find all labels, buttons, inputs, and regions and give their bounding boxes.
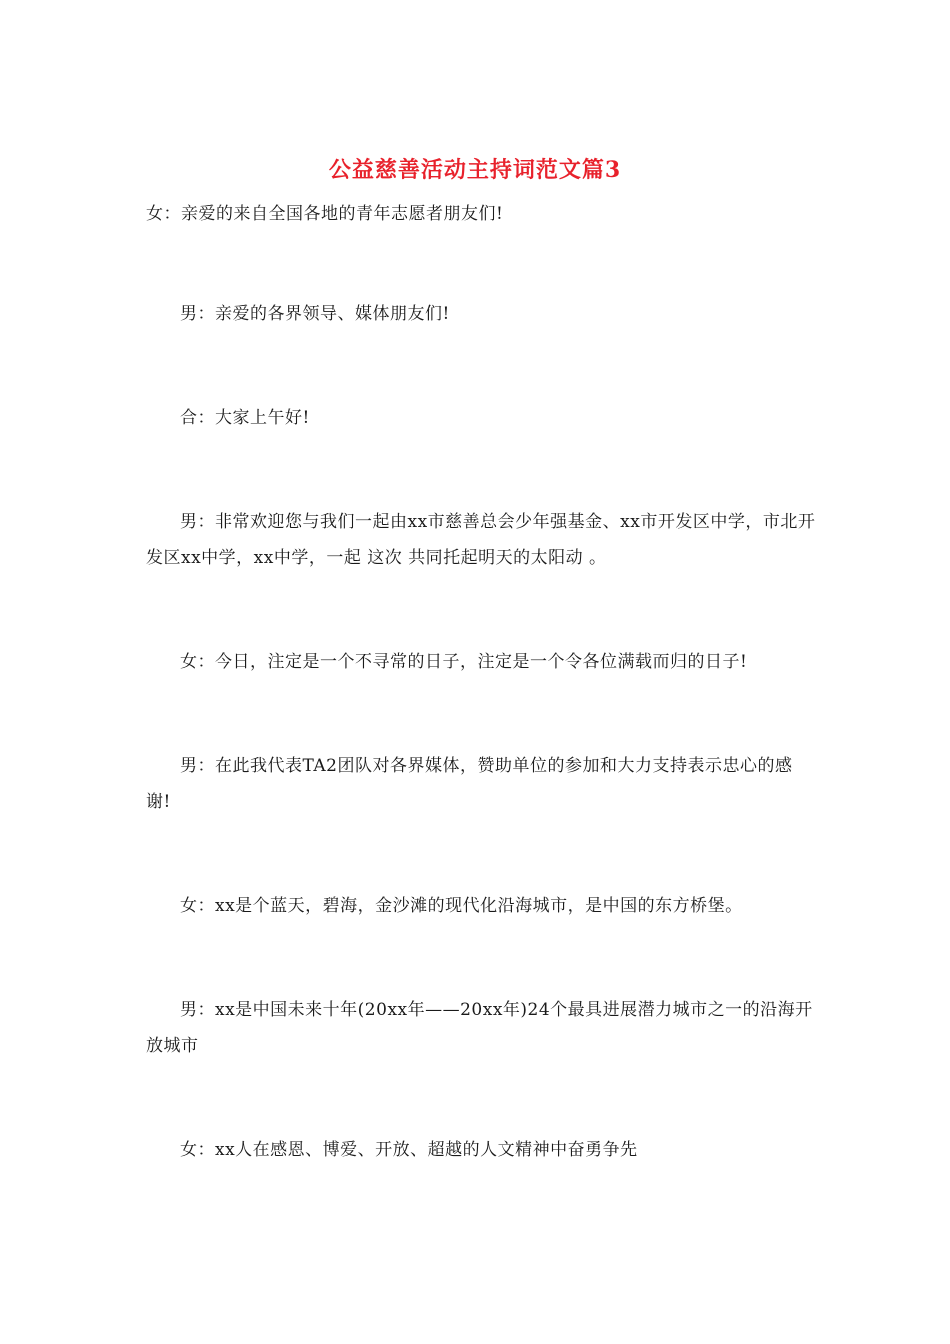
paragraph-9: 女：xx人在感恩、博爱、开放、超越的人文精神中奋勇争先: [180, 1140, 638, 1160]
document-title: 公益慈善活动主持词范文篇3: [328, 157, 622, 183]
paragraph-6: 男：在此我代表TA2团队对各界媒体，赞助单位的参加和大力支持表示忠心的感谢!: [146, 756, 793, 812]
paragraph-5: 女：今日，注定是一个不寻常的日子，注定是一个令各位满载而归的日子!: [180, 652, 748, 672]
paragraph-1: 女：亲爱的来自全国各地的青年志愿者朋友们!: [146, 204, 504, 224]
paragraph-2: 男：亲爱的各界领导、媒体朋友们!: [180, 304, 450, 324]
paragraph-8: 男：xx是中国未来十年(20xx年——20xx年)24个最具进展潜力城市之一的沿海开放城市: [146, 1000, 813, 1056]
paragraph-4: 男：非常欢迎您与我们一起由xx市慈善总会少年强基金、xx市开发区中学，市北开发区xx中学，xx中学，一起 这次 共同托起明天的太阳动 。: [146, 512, 816, 568]
paragraph-3: 合：大家上午好!: [180, 408, 310, 428]
paragraph-7: 女：xx是个蓝天，碧海，金沙滩的现代化沿海城市，是中国的东方桥堡。: [180, 896, 743, 916]
